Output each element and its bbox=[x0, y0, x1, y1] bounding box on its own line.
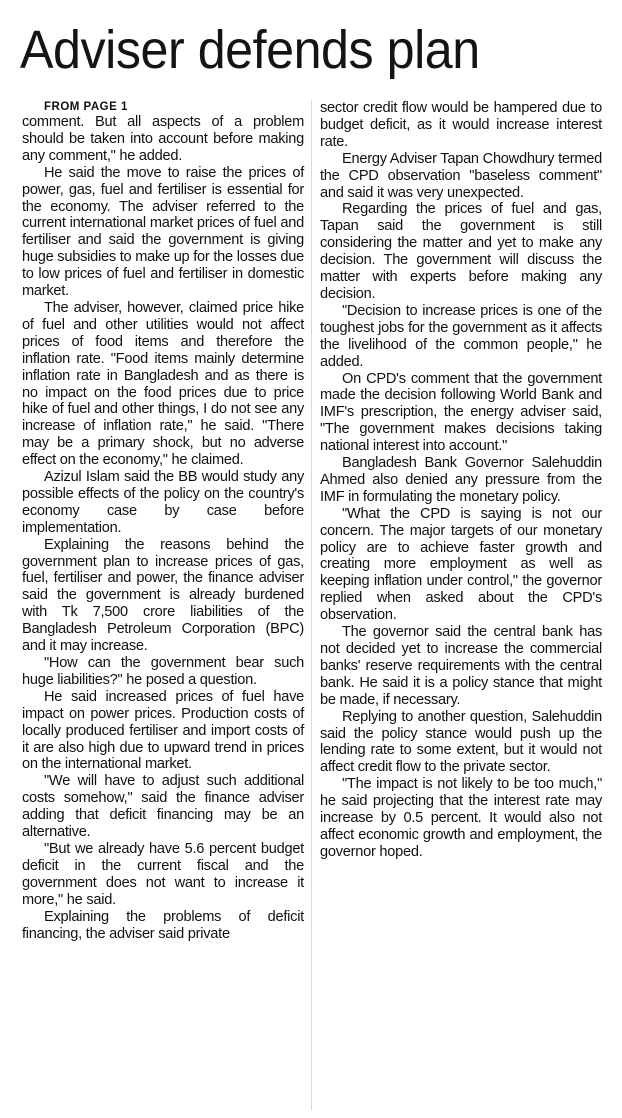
paragraph: Regarding the prices of fuel and gas, Tapan said the government is still considering the matter and yet to make any decision. The government will discuss the matter with experts before making any decision. bbox=[320, 201, 602, 302]
paragraph: He said increased prices of fuel have impact on power prices. Production costs of locally produced fertiliser and import costs of it are also high due to upward trend in prices on the international market. bbox=[22, 688, 304, 773]
paragraph: "How can the government bear such huge liabilities?" he posed a question. bbox=[22, 655, 304, 688]
paragraph: Explaining the reasons behind the government plan to increase prices of gas, fuel, fertiliser and power, the finance adviser said the government is already burdened with Tk 7,500 crore liabilities of the Bangladesh Petroleum Corporation (BPC) and it may increase. bbox=[22, 536, 304, 655]
article-column-right bbox=[320, 100, 602, 861]
paragraph: "Decision to increase prices is one of the toughest jobs for the government as it affects the livelihood of the common people," he added. bbox=[320, 302, 602, 370]
article-column-left bbox=[22, 100, 304, 942]
paragraph: sector credit flow would be hampered due to budget deficit, as it would increase interest rate. bbox=[320, 100, 602, 150]
paragraph: Azizul Islam said the BB would study any possible effects of the policy on the country's economy case by case before implementation. bbox=[22, 469, 304, 536]
paragraph: Explaining the problems of deficit financing, the adviser said private bbox=[22, 908, 304, 942]
paragraph: "We will have to adjust such additional costs somehow," said the finance adviser adding that deficit financing may be an alternative. bbox=[22, 773, 304, 841]
paragraph: The adviser, however, claimed price hike of fuel and other utilities would not affect prices of food items and therefore the inflation rate. "Food items mainly determine inflation rate in Bangladesh and as there is no impact on the food prices due to price hike of fuel and other things, I do not see any increase of inflation rate," he said. "There may be a primary shock, but no adverse effect on the economy," he claimed. bbox=[22, 299, 304, 469]
paragraph: Bangladesh Bank Governor Salehuddin Ahmed also denied any pressure from the IMF in formulating the monetary policy. bbox=[320, 455, 602, 505]
paragraph: "The impact is not likely to be too much," he said projecting that the interest rate may increase by 0.5 percent. It would also not affect economic growth and employment, the governor hoped. bbox=[320, 776, 602, 860]
paragraph: On CPD's comment that the government made the decision following World Bank and IMF's prescription, the energy adviser said, "The government makes decisions taking national interest into account." bbox=[320, 370, 602, 455]
paragraph: The governor said the central bank has not decided yet to increase the commercial banks' reserve requirements with the central bank. He said it is a policy stance that might be made, if necessary. bbox=[320, 624, 602, 708]
headline: Adviser defends plan bbox=[20, 20, 480, 80]
kicker-label: FROM PAGE 1 bbox=[44, 101, 128, 113]
paragraph: "But we already have 5.6 percent budget deficit in the current fiscal and the government does not want to increase it more," he said. bbox=[22, 840, 304, 908]
paragraph: "What the CPD is saying is not our concern. The major targets of our monetary policy are to achieve faster growth and creating more employment as well as keeping inflation under control," the governor replied when asked about the CPD's observation. bbox=[320, 505, 602, 624]
column-divider bbox=[311, 100, 312, 1110]
paragraph: Replying to another question, Salehuddin said the policy stance would push up the lending rate to some extent, but it would not affect credit flow to the private sector. bbox=[320, 708, 602, 776]
paragraph: Energy Adviser Tapan Chowdhury termed the CPD observation "baseless comment" and said it was very unexpected. bbox=[320, 150, 602, 201]
paragraph: comment. But all aspects of a problem should be taken into account before making any comment," he added. bbox=[22, 114, 304, 164]
paragraph: He said the move to raise the prices of power, gas, fuel and fertiliser is essential for the economy. The adviser referred to the current international market prices of fuel and fertiliser and said the government is giving huge subsidies to make up for the losses due to low prices of fuel and fertiliser in domestic market. bbox=[22, 164, 304, 300]
